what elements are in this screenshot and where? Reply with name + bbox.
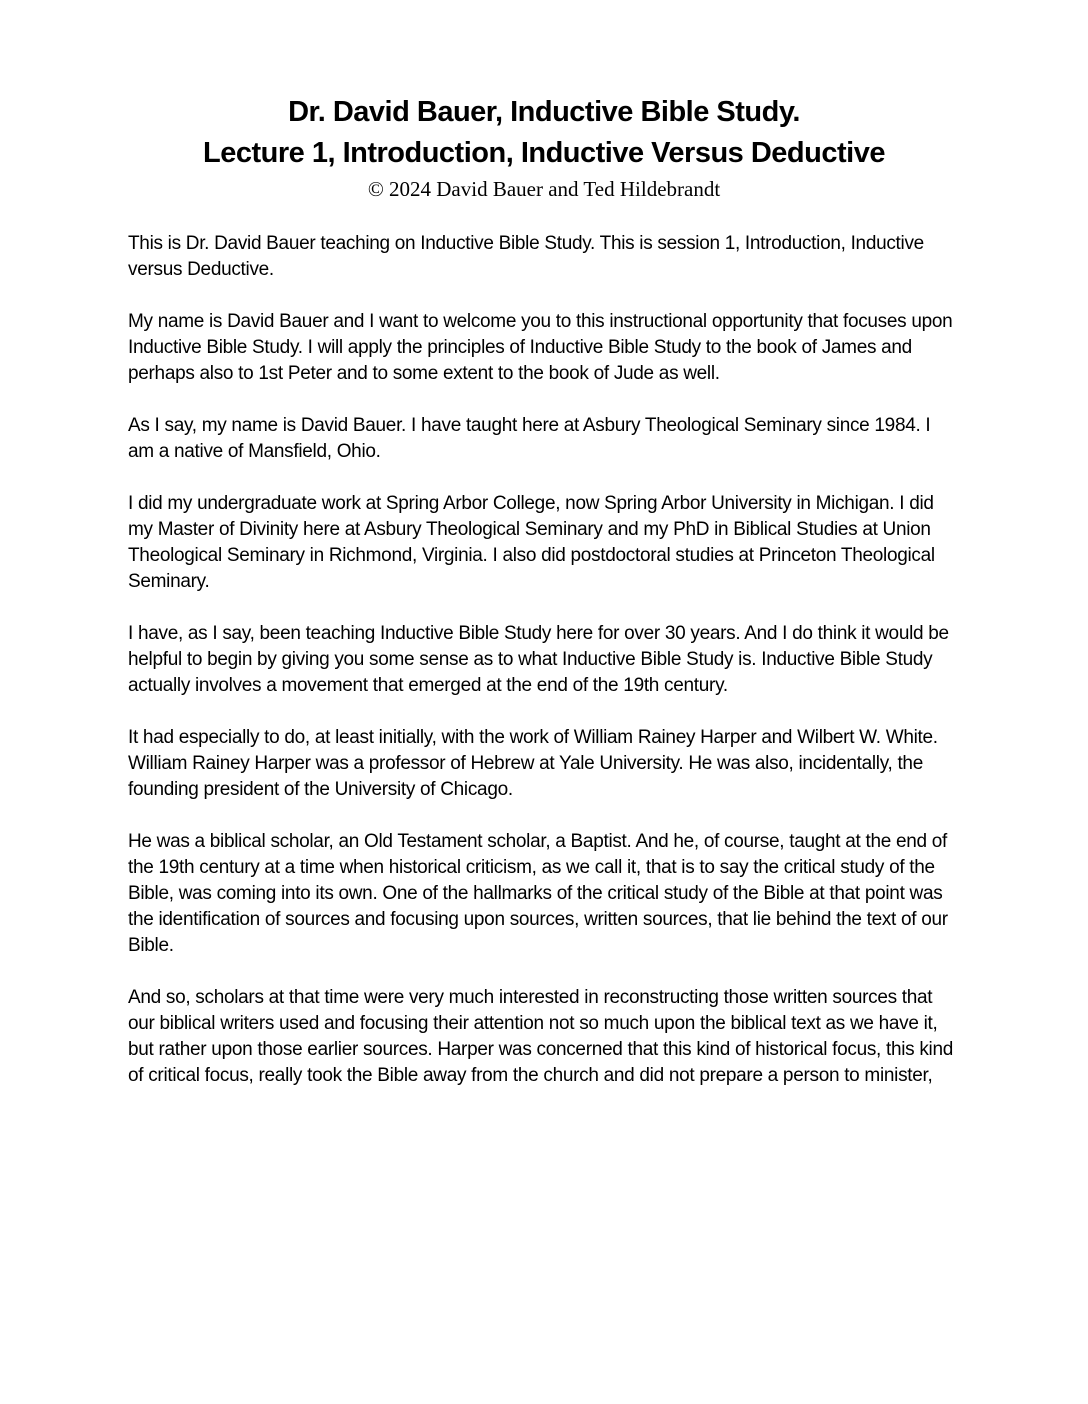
document-body xyxy=(128,231,960,1089)
document-header xyxy=(0,0,1088,202)
document-title-line-2: Lecture 1, Introduction, Inductive Versus Deductive xyxy=(203,137,885,169)
copyright-line: © 2024 David Bauer and Ted Hildebrandt xyxy=(367,177,721,201)
paragraph: I did my undergraduate work at Spring Arbor College, now Spring Arbor University in Michigan. I did my Master of Divinity here at Asbury Theological Seminary and my PhD in Biblical Studies at Union Theological Seminary in Richmond, Virginia. I also did postdoctoral studies at Princeton Theological Seminary. xyxy=(128,493,935,592)
paragraph: I have, as I say, been teaching Inductive Bible Study here for over 30 years. And I do think it would be helpful to begin by giving you some sense as to what Inductive Bible Study is. Inductive Bible Study actually involves a movement that emerged at the end of the 19th century. xyxy=(128,623,949,696)
paragraph: This is Dr. David Bauer teaching on Inductive Bible Study. This is session 1, Introduction, Inductive versus Deductive. xyxy=(128,233,924,280)
paragraph: He was a biblical scholar, an Old Testament scholar, a Baptist. And he, of course, taught at the end of the 19th century at a time when historical criticism, as we call it, that is to say the critical study of the Bible, was coming into its own. One of the hallmarks of the critical study of the Bible at that point was the identification of sources and focusing upon sources, written sources, that lie behind the text of our Bible. xyxy=(128,831,948,956)
document-title-line-1: Dr. David Bauer, Inductive Bible Study. xyxy=(288,96,800,128)
paragraph: And so, scholars at that time were very much interested in reconstructing those written sources that our biblical writers used and focusing their attention not so much upon the biblical text as we have it, but rather upon those earlier sources. Harper was concerned that this kind of historical focus, this kind of critical focus, really took the Bible away from the church and did not prepare a person to minister, xyxy=(128,987,953,1086)
paragraph: As I say, my name is David Bauer. I have taught here at Asbury Theological Seminary since 1984. I am a native of Mansfield, Ohio. xyxy=(128,415,931,462)
paragraph: My name is David Bauer and I want to welcome you to this instructional opportunity that focuses upon Inductive Bible Study. I will apply the principles of Inductive Bible Study to the book of James and perhaps also to 1st Peter and to some extent to the book of Jude as well. xyxy=(128,311,953,384)
paragraph: It had especially to do, at least initially, with the work of William Rainey Harper and Wilbert W. White. William Rainey Harper was a professor of Hebrew at Yale University. He was also, incidentally, the founding president of the University of Chicago. xyxy=(128,727,938,800)
